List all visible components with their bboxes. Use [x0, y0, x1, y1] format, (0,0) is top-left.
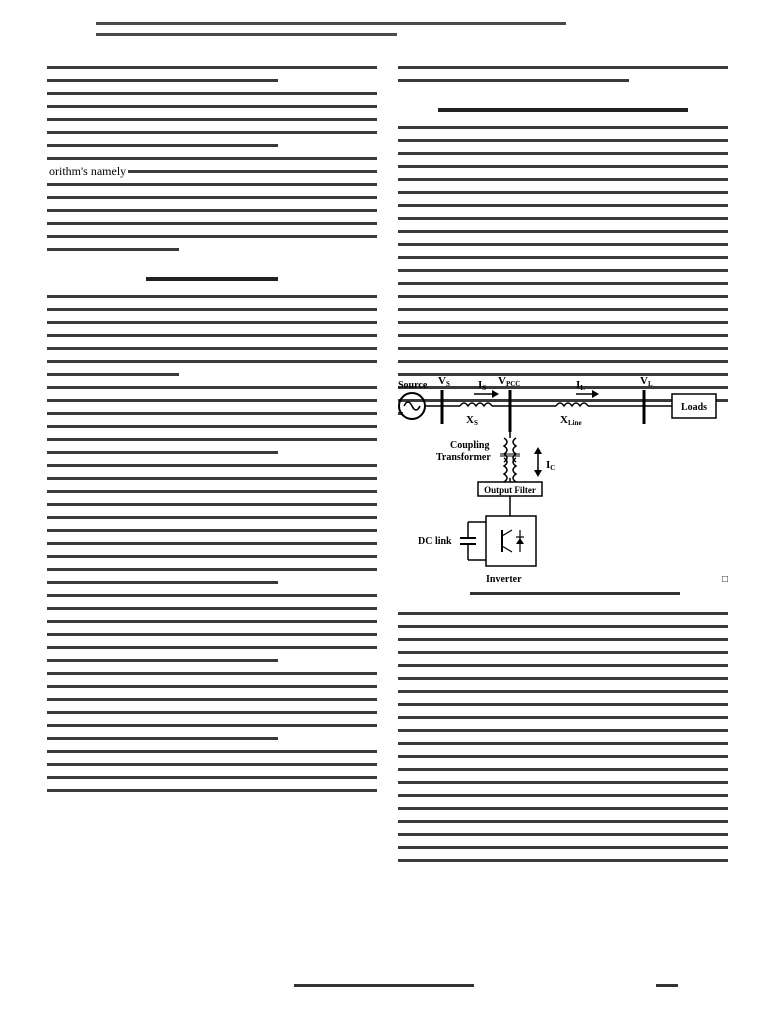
svg-text:IC [546, 459, 555, 472]
svg-text:IS [478, 379, 486, 392]
svg-text:XLine [560, 414, 582, 427]
inverter-box [486, 516, 536, 566]
xline-inductor-icon [556, 403, 588, 406]
xs-label: X [466, 414, 474, 426]
is-label: I [478, 379, 483, 391]
dc-link-label: DC link [418, 536, 452, 547]
loads-label: Loads [680, 402, 708, 413]
vs-label-sub: S [445, 380, 450, 388]
figure-caption [470, 592, 680, 595]
vpcc-label: V [498, 375, 506, 387]
svg-text:VL [640, 375, 653, 388]
vl-label-sub: L [647, 380, 653, 388]
header-line [96, 22, 566, 25]
power-system-diagram [396, 370, 732, 585]
coupling-transformer-label-2: Transformer [436, 452, 491, 463]
header-line [96, 33, 397, 36]
svg-text:IL [576, 379, 585, 392]
page-number [656, 984, 678, 987]
xs-label-sub: S [473, 419, 478, 427]
vpcc-label-sub: PCC [505, 380, 521, 388]
right-column-lower [398, 612, 728, 872]
il-label-sub: L [580, 384, 585, 392]
is-label-sub: S [482, 384, 487, 392]
ic-label: I [546, 459, 551, 471]
page-header [96, 22, 566, 44]
vl-label: V [640, 375, 648, 387]
xs-inductor-icon [460, 403, 492, 406]
vs-label: V [438, 375, 446, 387]
xline-label: X [560, 414, 568, 426]
svg-text:VPCC [498, 375, 520, 388]
section-heading [146, 277, 278, 281]
circuit-svg [396, 370, 732, 585]
ic-label-sub: C [550, 464, 556, 472]
svg-text:XS [466, 414, 478, 427]
source-label: Source [398, 380, 428, 391]
coupling-transformer-label-1: Coupling [450, 440, 490, 451]
svg-text:VS [438, 375, 450, 388]
output-filter-label: Output Filter [484, 485, 536, 495]
page-footer [294, 984, 474, 987]
il-label: I [576, 379, 581, 391]
inverter-label: Inverter [486, 574, 522, 585]
xline-label-sub: Line [567, 419, 582, 427]
inline-text-fragment: orithm's namely [49, 164, 127, 178]
section-heading [438, 108, 689, 112]
